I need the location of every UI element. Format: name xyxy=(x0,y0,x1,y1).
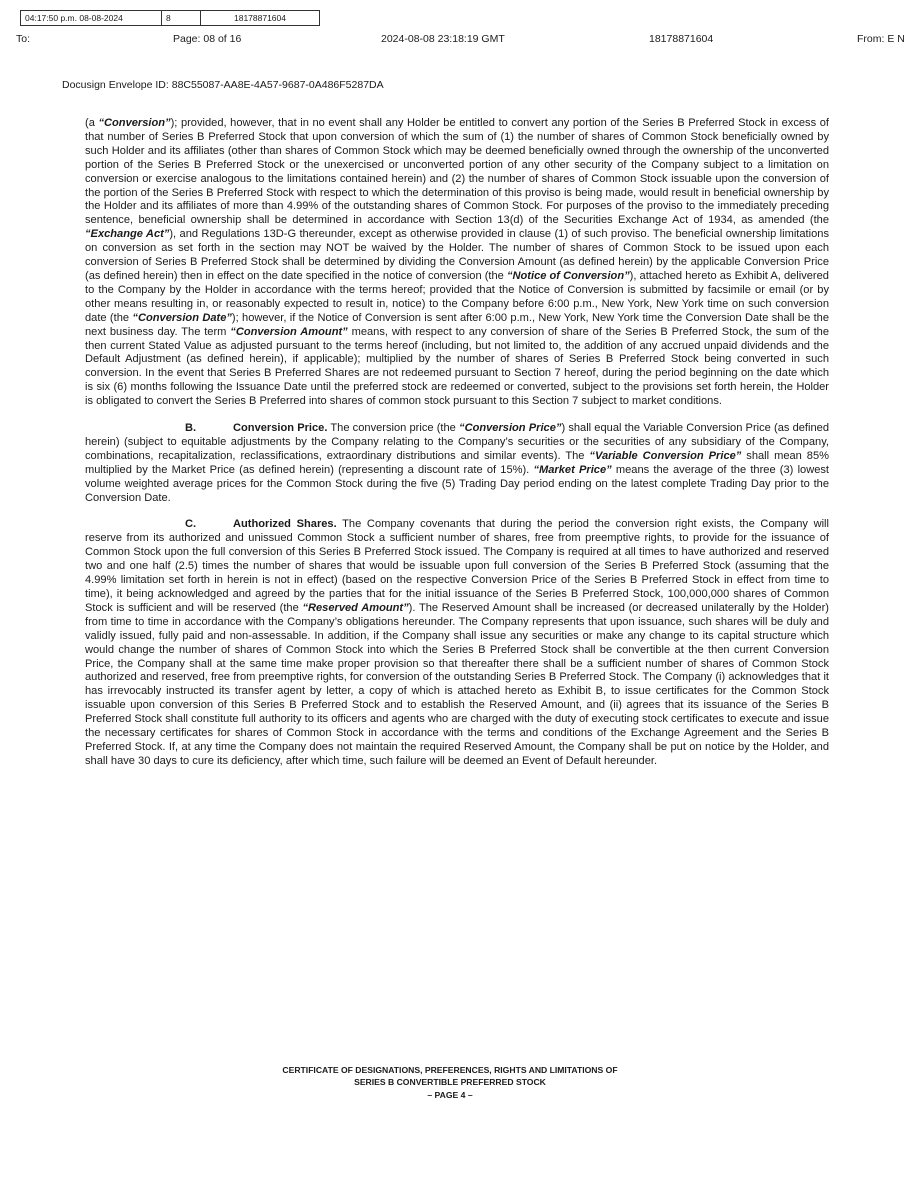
footer-series-title: SERIES B CONVERTIBLE PREFERRED STOCK xyxy=(354,1077,546,1088)
section-title: Conversion Price. xyxy=(233,422,328,435)
document-body xyxy=(85,117,829,769)
text-run: (a xyxy=(85,117,99,129)
text-run: ); however, if the Notice of Conversion is sent after 6:00 p.m., New York, New York time the Conversion Date shall be the next business day. The term xyxy=(85,311,830,338)
section-letter: B. xyxy=(185,422,197,435)
text-run: ), attached hereto as Exhibit A, delivered to the Company by the Holder in accordance with the terms hereof; provided that the Notice of Conversion is submitted by facsimile or email (or by other means resulting in, or reasonably expected to result in, notice) to the Company before 6:00 p.m., New York, New York time on such conversion date (the xyxy=(85,269,829,324)
defined-term: “Variable Conversion Price” xyxy=(589,449,742,462)
defined-term: “Conversion Date” xyxy=(132,311,232,324)
fax-transmission-box xyxy=(20,10,320,26)
fax-page-indicator: Page: 08 of 16 xyxy=(173,33,242,45)
fax-timestamp: 04:17:50 p.m. 08-08-2024 xyxy=(21,11,162,25)
conversion-paragraph xyxy=(85,117,829,409)
section-letter: C. xyxy=(185,518,197,531)
fax-number: 18178871604 xyxy=(649,33,714,45)
text-run: ). The Reserved Amount shall be increased (or decreased unilaterally by the Holder) from time to time in accordance with the Company’s obligations hereunder. The Company represents that upon issuance, such shares will be duly and validly issued, fully paid and non-assessable. In addition, if the Company shall issue any securities or make any change to its capital structure which would change the number of shares of Common Stock into which the Series B Preferred Stock shall be convertible at the then current Conversion Price, the Company shall at the same time make proper provision so that thereafter there shall be a sufficient number of shares of Common Stock authorized and reserved, free from preemptive rights, for conversion of the outstanding Series B Preferred Stock. The Company (i) acknowledges that it has irrevocably instructed its transfer agent by letter, a copy of which is attached hereto as Exhibit B, to issue certificates for the Common Stock issuable upon conversion of this Series B Preferred Stock and to establish the Reserved Amount, and (ii) agrees that its issuance of the Series B Preferred Stock shall constitute full authority to its officers and agents who are charged with the duty of executing stock certificates to execute and issue the necessary certificates for shares of Common Stock in accordance with the terms and conditions of the Exchange Agreement and the Series B Preferred Stock. If, at any time the Company does not maintain the required Reserved Amount, the Company shall be put on notice by the Holder, and shall have 30 days to cure its deficiency, after which time, such failure will be deemed an Event of Default hereunder. xyxy=(85,601,829,767)
defined-term: “Conversion” xyxy=(98,117,171,129)
defined-term: “Notice of Conversion” xyxy=(506,269,630,282)
text-run: ), and Regulations 13D-G thereunder, except as otherwise provided in clause (1) of such proviso. The beneficial ownership limitations on conversion as set forth in the section may NOT be waived by the Holder. The number of shares of Common Stock to be issued upon each conversion of Series B Preferred Stock shall be determined by dividing the Conversion Amount (as defined herein) by the applicable Conversion Price (as defined herein) then in effect on the date specified in the notice of conversion (the xyxy=(85,228,829,282)
conversion-price-section xyxy=(85,422,829,505)
text-run: ) shall equal the Variable Conversion Price (as defined herein) (subject to equitable adjustments by the Company relating to the Company’s securities or the securities of any subsidiary of the Company, combinations, recapitalization, reclassifications, extraordinary distributions and similar events). The xyxy=(85,422,829,462)
fax-to-label: To: xyxy=(16,33,31,45)
section-title: Authorized Shares. xyxy=(233,518,337,531)
defined-term: “Conversion Amount” xyxy=(230,325,348,338)
fax-number-box: 18178871604 xyxy=(233,13,286,23)
text-run: shall mean 85% multiplied by the Market Price (as defined herein) (representing a discount rate of 15%). xyxy=(85,449,829,476)
text-run: The conversion price (the xyxy=(327,422,460,435)
docusign-envelope-id: Docusign Envelope ID: 88C55087-AA8E-4A57-9687-0A486F5287DA xyxy=(62,79,384,91)
authorized-shares-section xyxy=(85,518,829,768)
defined-term: “Reserved Amount” xyxy=(302,601,409,614)
text-run: The Company covenants that during the period the conversion right exists, the Company will reserve from its authorized and unissued Common Stock a sufficient number of shares, free from preemptive rights, to provide for the issuance of Common Stock upon the full conversion of this Series B Preferred Stock issued. The Company is required at all times to have authorized and reserved two and one half (2.5) times the number of shares that would be issuable upon full conversion of the Series B Preferred Stock (assuming that the 4.99% limitation set forth in herein is not in effect) (based on the respective Conversion Price of the Series B Preferred Stock in effect from time to time), it being acknowledged and agreed by the parties that for the initial issuance of the Series B Preferred Stock, 100,000,000 shares of Common Stock is sufficient and will be reserved (the xyxy=(85,518,829,614)
defined-term: “Exchange Act” xyxy=(85,228,170,241)
text-run: ); provided, however, that in no event shall any Holder be entitled to convert any portion of the Series B Preferred Stock in excess of that number of Series B Preferred Stock that upon conversion of which the sum of (1) the number of shares of Common Stock beneficially owned by such Holder and its affiliates (other than shares of Common Stock which may be deemed beneficially owned through the ownership of the unconverted portion of the Series B Preferred Stock or the unexercised or unconverted portion of any other security of the Company subject to a limitation on conversion or exercise analogous to the limitations contained herein) and (2) the number of shares of Common Stock issuable upon the conversion of the portion of the Series B Preferred Stock with respect to which the determination of this proviso is being made, would result in beneficial ownership by the Holder and its affiliates of more than 4.99% of the outstanding shares of Common Stock. For purposes of the proviso to the immediately preceding sentence, beneficial ownership shall be determined in accordance with Section 13(d) of the Securities Exchange Act of 1934, as amended (the xyxy=(85,117,829,227)
defined-term: “Market Price” xyxy=(533,463,612,476)
fax-datetime: 2024-08-08 23:18:19 GMT xyxy=(381,33,505,45)
text-run: means, with respect to any conversion of share of the Series B Preferred Stock, the sum of the then current Stated Value as adjusted pursuant to the terms hereof (including, but not limited to, the addition of any accrued unpaid dividends and the Default Adjustment (as defined herein), if applicable); multiplied by the number of shares of Series B Preferred Stock being converted in such conversion. In the event that Series B Preferred Shares are not redeemed pursuant to Section 7 hereof, during the period beginning on the date which is six (6) months following the Issuance Date until the preferred stock are redeemed or converted, subject to the provisions set forth herein, the Holder is obligated to convert the Series B Preferred into shares of common stock pursuant to this Section 7 subject to market conditions. xyxy=(85,325,829,408)
fax-page-number: 8 xyxy=(162,11,201,25)
footer-page-number: – PAGE 4 – xyxy=(427,1089,473,1100)
fax-from: From: E N xyxy=(857,33,905,45)
text-run: means the average of the three (3) lowest volume weighted average prices for the Common Stock during the five (5) Trading Day period ending on the latest complete Trading Day prior to the Conversion Date. xyxy=(85,463,830,504)
page-footer xyxy=(0,1064,900,1101)
footer-certificate-title: CERTIFICATE OF DESIGNATIONS, PREFERENCES, RIGHTS AND LIMITATIONS OF xyxy=(282,1065,618,1075)
defined-term: “Conversion Price” xyxy=(459,422,562,435)
